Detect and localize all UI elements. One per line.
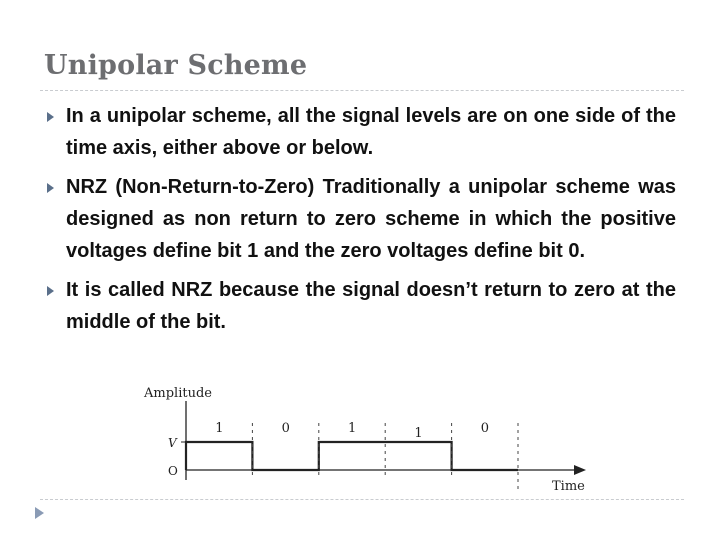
bit-label: 0 — [281, 421, 290, 436]
bit-dividers — [252, 423, 518, 492]
bit-label: 1 — [348, 421, 357, 436]
time-label: Time — [552, 479, 585, 494]
bit-labels — [215, 421, 489, 441]
bullet-text: In a unipolar scheme, all the signal levels are on one side of the time axis, either above or below. — [66, 105, 676, 159]
high-level-label: V — [168, 436, 177, 450]
signal-waveform — [186, 442, 518, 470]
bullet-text: NRZ (Non-Return-to-Zero) Traditionally a unipolar scheme was designed as non return to zero scheme in which the positive voltages define bit 1 and the zero voltages define bit 0. — [66, 176, 676, 262]
bit-label: 1 — [414, 426, 423, 441]
zero-level-label: O — [168, 464, 178, 478]
slide-nav-triangle-icon[interactable] — [35, 507, 44, 519]
time-axis-arrow-icon — [574, 465, 586, 475]
signal-path — [186, 442, 518, 470]
slide-title: Unipolar Scheme — [44, 50, 308, 81]
bit-label: 0 — [480, 421, 490, 436]
bit-label: 1 — [215, 421, 224, 436]
amplitude-label: Amplitude — [144, 386, 212, 401]
footer-divider — [40, 499, 684, 500]
bullet-text: It is called NRZ because the signal doesn’t return to zero at the middle of the bit. — [66, 279, 676, 333]
